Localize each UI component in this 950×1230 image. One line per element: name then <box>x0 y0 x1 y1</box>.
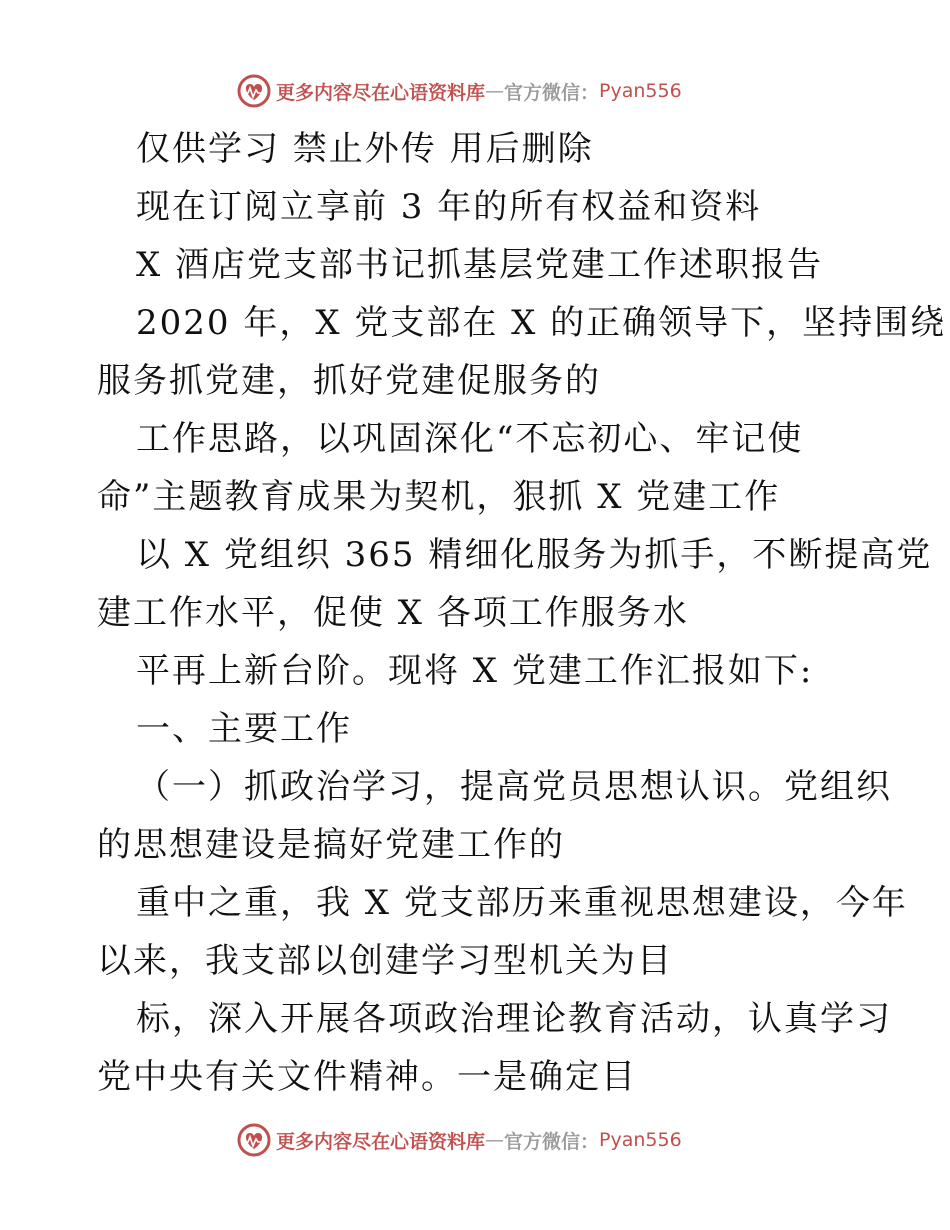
document-title: X 酒店党支部书记抓基层党建工作述职报告 <box>136 245 824 285</box>
paragraph-line: 建工作水平，促使 X 各项工作服务水 <box>97 593 689 633</box>
heart-signal-logo <box>236 73 272 109</box>
watermark-wechat-id: Pyan556 <box>599 1129 682 1151</box>
watermark-dash: — <box>485 80 505 102</box>
paragraph-line: 以 X 党组织 365 精细化服务为抓手，不断提高党 <box>136 535 933 575</box>
watermark-dash: — <box>485 1129 505 1151</box>
header-watermark <box>236 71 682 111</box>
paragraph-line: 平再上新台阶。现将 X 党建工作汇报如下: <box>136 651 814 691</box>
watermark-brand: 更多内容尽在心语资料库 <box>276 81 486 104</box>
paragraph-line: 工作思路，以巩固深化“不忘初心、牢记使 <box>136 419 804 459</box>
paragraph-line: 以来，我支部以创建学习型机关为目 <box>97 941 673 981</box>
footer-watermark <box>236 1120 682 1160</box>
paragraph-line: 服务抓党建，抓好党建促服务的 <box>97 361 601 401</box>
paragraph-line: （一）抓政治学习，提高党员思想认识。党组织 <box>136 767 892 807</box>
watermark-official-label: 官方微信： <box>504 81 600 104</box>
paragraph-line: 的思想建设是搞好党建工作的 <box>97 825 565 865</box>
notice-line: 仅供学习 禁止外传 用后删除 <box>136 129 594 169</box>
paragraph-line: 命”主题教育成果为契机，狠抓 X 党建工作 <box>97 477 781 517</box>
paragraph-line: 重中之重，我 X 党支部历来重视思想建设，今年 <box>136 883 908 923</box>
section-heading: 一、主要工作 <box>136 709 352 749</box>
paragraph-line: 党中央有关文件精神。一是确定目 <box>97 1057 637 1097</box>
watermark-official-label: 官方微信： <box>504 1130 600 1153</box>
watermark-wechat-id: Pyan556 <box>599 80 682 102</box>
watermark-brand: 更多内容尽在心语资料库 <box>276 1130 486 1153</box>
paragraph-line: 标，深入开展各项政治理论教育活动，认真学习 <box>136 999 892 1039</box>
subscription-line: 现在订阅立享前 3 年的所有权益和资料 <box>136 187 762 227</box>
heart-signal-logo <box>236 1122 272 1158</box>
paragraph-line: 2020 年，X 党支部在 X 的正确领导下，坚持围绕 <box>136 303 947 343</box>
